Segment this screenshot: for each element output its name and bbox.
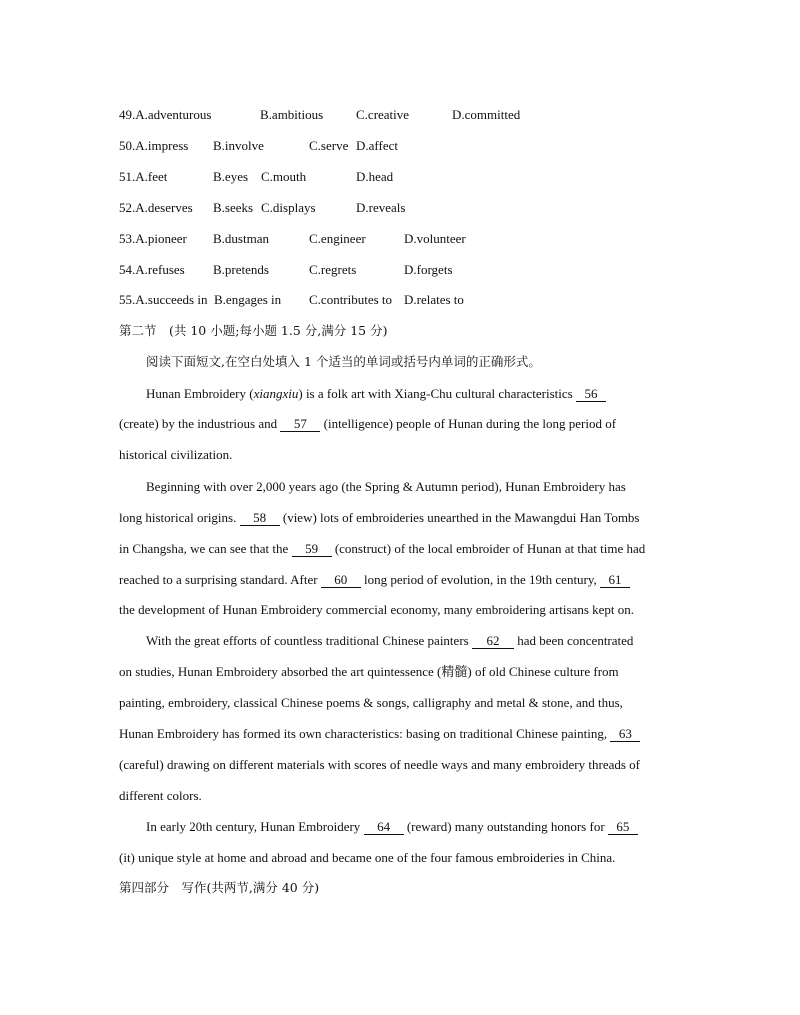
option-b: B.dustman xyxy=(213,231,269,246)
text: ) is a folk art with Xiang-Chu cultural characteristics xyxy=(298,386,576,401)
option-b: B.ambitious xyxy=(260,107,324,122)
blank-61[interactable]: 61 xyxy=(600,573,630,588)
option-b: B.involve xyxy=(213,138,264,153)
passage-line xyxy=(146,818,638,836)
option-d: D.volunteer xyxy=(404,231,466,246)
option-d: D.committed xyxy=(452,107,521,122)
section-heading: 第二节 (共 10 小题;每小题 1.5 分,满分 15 分) xyxy=(119,323,388,338)
blank-56[interactable]: 56 xyxy=(576,387,606,402)
passage-line xyxy=(119,415,616,433)
instruction: 阅读下面短文,在空白处填入 1 个适当的单词或括号内单词的正确形式。 xyxy=(146,354,541,369)
option-c: C.serve xyxy=(309,138,349,153)
option-b: B.engages in xyxy=(214,292,282,307)
blank-65[interactable]: 65 xyxy=(608,820,638,835)
option-a: 49.A.adventurous xyxy=(119,107,212,122)
text: (view) lots of embroideries unearthed in the Mawangdui Han Tombs xyxy=(279,510,640,525)
text: long period of evolution, in the 19th century, xyxy=(360,572,601,587)
passage-line: the development of Hunan Embroidery commercial economy, many embroidering artisans kept on. xyxy=(119,602,635,617)
part-heading: 第四部分 写作(共两节,满分 40 分) xyxy=(119,880,320,895)
option-d: D.affect xyxy=(356,138,398,153)
blank-57[interactable]: 57 xyxy=(280,417,320,432)
passage-line xyxy=(119,571,630,589)
option-a: 54.A.refuses xyxy=(119,262,185,277)
text: Hunan Embroidery has formed its own characteristics: basing on traditional Chinese painting, xyxy=(119,726,611,741)
passage-line xyxy=(119,725,640,743)
passage-line: historical civilization. xyxy=(119,447,233,462)
text: long historical origins. xyxy=(119,510,240,525)
text: in Changsha, we can see that the xyxy=(119,541,292,556)
option-c: C.displays xyxy=(261,200,316,215)
option-a: 51.A.feet xyxy=(119,169,168,184)
passage-line xyxy=(119,509,639,527)
text: (intelligence) people of Hunan during the long period of xyxy=(320,416,617,431)
option-a: 50.A.impress xyxy=(119,138,189,153)
blank-58[interactable]: 58 xyxy=(240,511,280,526)
option-a: 53.A.pioneer xyxy=(119,231,187,246)
passage-line: on studies, Hunan Embroidery absorbed the art quintessence (精髓) of old Chinese culture from xyxy=(119,664,619,679)
blank-63[interactable]: 63 xyxy=(610,727,640,742)
text: had been concentrated xyxy=(513,633,634,648)
blank-62[interactable]: 62 xyxy=(472,634,514,649)
passage-line: painting, embroidery, classical Chinese poems & songs, calligraphy and metal & stone, and thus, xyxy=(119,695,623,710)
text: With the great efforts of countless traditional Chinese painters xyxy=(146,633,472,648)
option-c: C.engineer xyxy=(309,231,366,246)
pinyin-term: xiangxiu xyxy=(253,386,299,401)
option-c: C.creative xyxy=(356,107,410,122)
text: (construct) of the local embroider of Hunan at that time had xyxy=(331,541,646,556)
text: (create) by the industrious and xyxy=(119,416,281,431)
option-a: 52.A.deserves xyxy=(119,200,193,215)
passage-line: Beginning with over 2,000 years ago (the Spring & Autumn period), Hunan Embroidery has xyxy=(146,479,626,494)
passage-line xyxy=(119,540,645,558)
option-d: D.reveals xyxy=(356,200,406,215)
passage-line: (it) unique style at home and abroad and became one of the four famous embroideries in China. xyxy=(119,850,616,865)
option-b: B.seeks xyxy=(213,200,254,215)
text: reached to a surprising standard. After xyxy=(119,572,321,587)
blank-64[interactable]: 64 xyxy=(364,820,404,835)
blank-60[interactable]: 60 xyxy=(321,573,361,588)
option-c: C.regrets xyxy=(309,262,357,277)
option-c: C.mouth xyxy=(261,169,307,184)
option-d: D.head xyxy=(356,169,394,184)
passage-line: (careful) drawing on different materials with scores of needle ways and many embroidery threads of xyxy=(119,757,641,772)
passage-line xyxy=(146,385,606,403)
blank-59[interactable]: 59 xyxy=(292,542,332,557)
text: In early 20th century, Hunan Embroidery xyxy=(146,819,364,834)
option-b: B.eyes xyxy=(213,169,249,184)
option-c: C.contributes to xyxy=(309,292,393,307)
passage-line xyxy=(146,632,633,650)
option-d: D.relates to xyxy=(404,292,464,307)
text: (reward) many outstanding honors for xyxy=(403,819,608,834)
option-a: 55.A.succeeds in xyxy=(119,292,208,307)
option-d: D.forgets xyxy=(404,262,453,277)
passage-line: different colors. xyxy=(119,788,202,803)
option-b: B.pretends xyxy=(213,262,269,277)
text: Hunan Embroidery ( xyxy=(146,386,254,401)
